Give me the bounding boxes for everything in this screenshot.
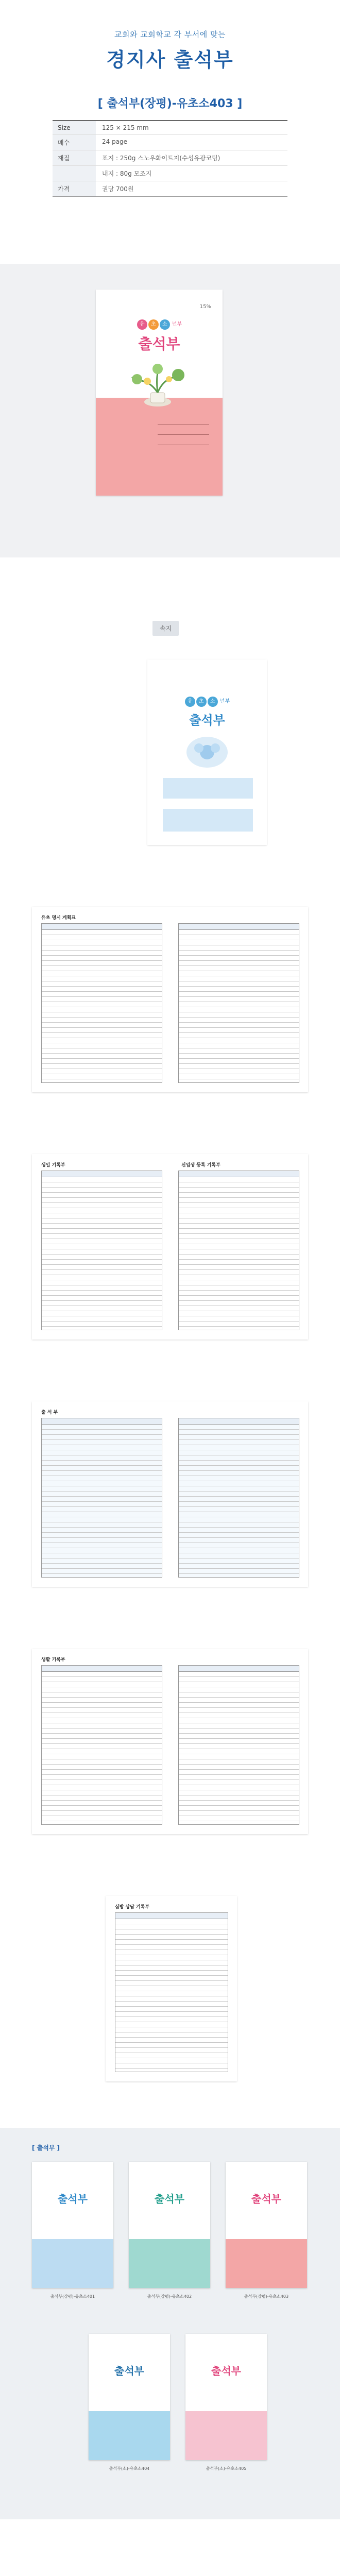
- page-header: [0, 0, 340, 72]
- category-label: [ 출석부 ]: [32, 2144, 60, 2151]
- product-title: [ 출석부(장평)-유초소403 ]: [97, 97, 243, 110]
- product-thumb[interactable]: 출석부: [185, 2334, 267, 2460]
- category-section: [ 출석부 ] 출석부 출석부(장평)-유초소401 출석부 출석부(장평)-유초소402 출석부 출석부(장평)-유초소403 출석부 출석부(소)-유초소404 출석부 출석부(소)-유초소405: [0, 2128, 340, 2519]
- cover-bottom-band: [96, 398, 223, 496]
- header-subtitle: 교회와 교회학교 각 부서에 맞는: [114, 30, 226, 39]
- spec-row: 내지 : 80g 모조지: [53, 166, 287, 181]
- spec-row: 매수 24 page: [53, 135, 287, 150]
- cover-badges: 유 초 소 년부: [96, 319, 223, 330]
- cover-title: 출석부: [138, 335, 180, 352]
- spec-table: [53, 120, 287, 197]
- inner-tag: 속지: [152, 621, 179, 636]
- inner-page-5: 심방 상담 기록부: [106, 1896, 237, 2081]
- product-thumb[interactable]: 출석부: [89, 2334, 170, 2460]
- cover-card: [96, 290, 223, 496]
- spec-row: 재질 표지 : 250g 스노우화이트지(수성유광코팅): [53, 150, 287, 166]
- header-title: 경지사 출석부: [106, 48, 234, 71]
- spec-row: Size 125 × 215 mm: [53, 121, 287, 135]
- product-thumb[interactable]: 출석부: [129, 2162, 210, 2288]
- inner-title: 출석부: [189, 713, 225, 727]
- plant-illustration: [127, 362, 189, 408]
- product-thumb[interactable]: 출석부: [226, 2162, 307, 2288]
- inner-page-1: 유초 명시 계획표: [32, 907, 308, 1092]
- inner-page-3: 출 석 부: [32, 1401, 308, 1587]
- inner-cover-card: 유 초 소 년부 출석부: [147, 659, 267, 845]
- flower-illustration: [181, 732, 233, 773]
- product-thumb[interactable]: 출석부: [32, 2162, 113, 2288]
- inner-page-4: 생활 기록부: [32, 1649, 308, 1834]
- cover-number: 15%: [199, 304, 211, 310]
- inner-page-2: 생일 기록부 신입생 등록 기록부: [32, 1154, 308, 1340]
- cover-section: [0, 264, 340, 557]
- spec-row: 가격 권당 700원: [53, 181, 287, 196]
